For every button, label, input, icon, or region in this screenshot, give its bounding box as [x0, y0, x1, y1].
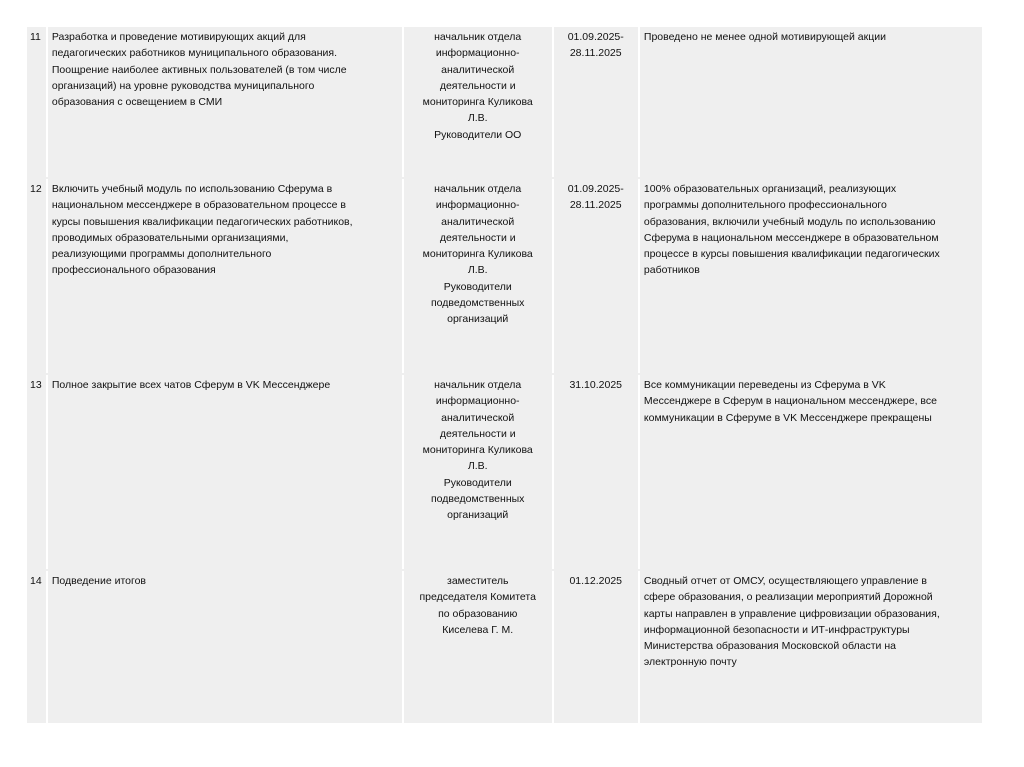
- date-cell: [554, 27, 638, 177]
- text-line: заместитель: [447, 575, 509, 587]
- text-line: аналитической: [441, 63, 515, 76]
- date-cell: [554, 375, 638, 569]
- table-row: [27, 571, 982, 723]
- text-line: деятельности и: [439, 79, 516, 92]
- text-line: деятельности и: [439, 231, 516, 244]
- text-line: реализующими программы дополнительного: [51, 248, 272, 261]
- text-line: 01.09.2025-: [567, 183, 624, 195]
- text-line: образования, включили учебный модуль по использованию: [643, 215, 936, 228]
- text-line: сфере образования, о реализации мероприятий Дорожной: [643, 591, 933, 604]
- responsible-cell: [404, 27, 552, 177]
- text-line: аналитической: [441, 411, 515, 424]
- text-line: 100% образовательных организаций, реализующих: [643, 183, 897, 195]
- text-line: организаций) на уровне руководства муниципального: [51, 79, 315, 92]
- text-line: Руководители: [443, 280, 512, 293]
- text-line: работников: [643, 264, 700, 277]
- text-line: начальник отдела: [434, 31, 522, 43]
- text-line: 31.10.2025: [569, 379, 623, 391]
- text-line: программы дополнительного профессионального: [643, 199, 887, 212]
- text-line: Сводный отчет от ОМСУ, осуществляющего управление в: [643, 575, 927, 587]
- date-cell: [554, 571, 638, 723]
- text-line: профессионального образования: [51, 264, 216, 277]
- text-line: Подведение итогов: [51, 575, 147, 587]
- text-line: аналитической: [441, 215, 515, 228]
- text-line: Сферума в национальном мессенджере в образовательном: [643, 231, 939, 244]
- text-line: начальник отдела: [434, 183, 522, 195]
- row-number: 14: [30, 575, 42, 587]
- text-line: мониторинга Куликова: [422, 444, 533, 457]
- text-line: начальник отдела: [434, 379, 522, 391]
- text-line: Включить учебный модуль по использованию Сферума в: [51, 183, 333, 195]
- result-cell: [640, 571, 982, 723]
- text-line: Проведено не менее одной мотивирующей акции: [643, 31, 886, 43]
- responsible-cell: [404, 375, 552, 569]
- text-line: председателя Комитета: [419, 591, 536, 604]
- result-cell: [640, 27, 982, 177]
- text-line: Поощрение наиболее активных пользователей (в том числе: [51, 63, 347, 76]
- text-line: Министерства образования Московской области на: [643, 640, 896, 653]
- text-line: Все коммуникации переведены из Сферума в VK: [643, 379, 886, 391]
- result-cell: [640, 375, 982, 569]
- text-line: электронную почту: [643, 656, 737, 669]
- text-line: 28.11.2025: [569, 47, 622, 60]
- date-cell: [554, 179, 638, 373]
- text-line: проводимых образовательными организациями,: [51, 231, 289, 244]
- row-number: 12: [30, 183, 42, 195]
- text-line: 01.09.2025-: [567, 31, 624, 43]
- text-line: 28.11.2025: [569, 199, 622, 212]
- text-line: курсы повышения квалификации педагогических работников,: [51, 215, 353, 228]
- text-line: организаций: [447, 313, 509, 326]
- text-line: Л.В.: [467, 264, 488, 277]
- text-line: мониторинга Куликова: [422, 96, 533, 109]
- row-number: 11: [30, 31, 41, 43]
- text-line: коммуникации в Сферуме в VK Мессенджере прекращены: [643, 411, 932, 424]
- task-cell: [48, 27, 402, 177]
- task-cell: [48, 179, 402, 373]
- result-cell: [640, 179, 982, 373]
- table-row: [27, 375, 982, 569]
- text-line: подведомственных: [430, 493, 525, 506]
- text-line: карты направлен в управление цифровизации образования,: [643, 607, 940, 620]
- text-line: процессе в курсы повышения квалификации педагогических: [643, 248, 940, 261]
- text-line: национальном мессенджере в образовательном процессе в: [51, 199, 347, 212]
- text-line: Мессенджере в Сферум в национальном мессенджере, все: [643, 395, 937, 408]
- text-line: подведомственных: [430, 297, 525, 310]
- text-line: Руководители ОО: [434, 128, 522, 141]
- responsible-cell: [404, 571, 552, 723]
- text-line: деятельности и: [439, 427, 516, 440]
- text-line: Л.В.: [467, 460, 488, 473]
- text-line: информационно-: [435, 199, 520, 212]
- text-line: 01.12.2025: [569, 575, 623, 587]
- text-line: Полное закрытие всех чатов Сферум в VK Мессенджере: [51, 379, 331, 391]
- plan-table: [27, 27, 982, 723]
- text-line: Разработка и проведение мотивирующих акций для: [51, 31, 306, 43]
- text-line: Руководители: [443, 476, 512, 489]
- text-line: информационно-: [435, 47, 520, 60]
- text-line: мониторинга Куликова: [422, 248, 533, 261]
- text-line: информационно-: [435, 395, 520, 408]
- text-line: информационной безопасности и ИТ-инфраструктуры: [643, 623, 910, 636]
- table-row: [27, 27, 982, 177]
- task-cell: [48, 375, 402, 569]
- text-line: организаций: [447, 509, 509, 522]
- text-line: Л.В.: [467, 112, 488, 125]
- text-line: Киселева Г. М.: [442, 623, 514, 636]
- text-line: по образованию: [438, 607, 518, 620]
- responsible-cell: [404, 179, 552, 373]
- text-line: педагогических работников муниципального образования.: [51, 47, 338, 60]
- text-line: образования с освещением в СМИ: [51, 96, 223, 109]
- table-row: [27, 179, 982, 373]
- row-number: 13: [30, 379, 42, 391]
- task-cell: [48, 571, 402, 723]
